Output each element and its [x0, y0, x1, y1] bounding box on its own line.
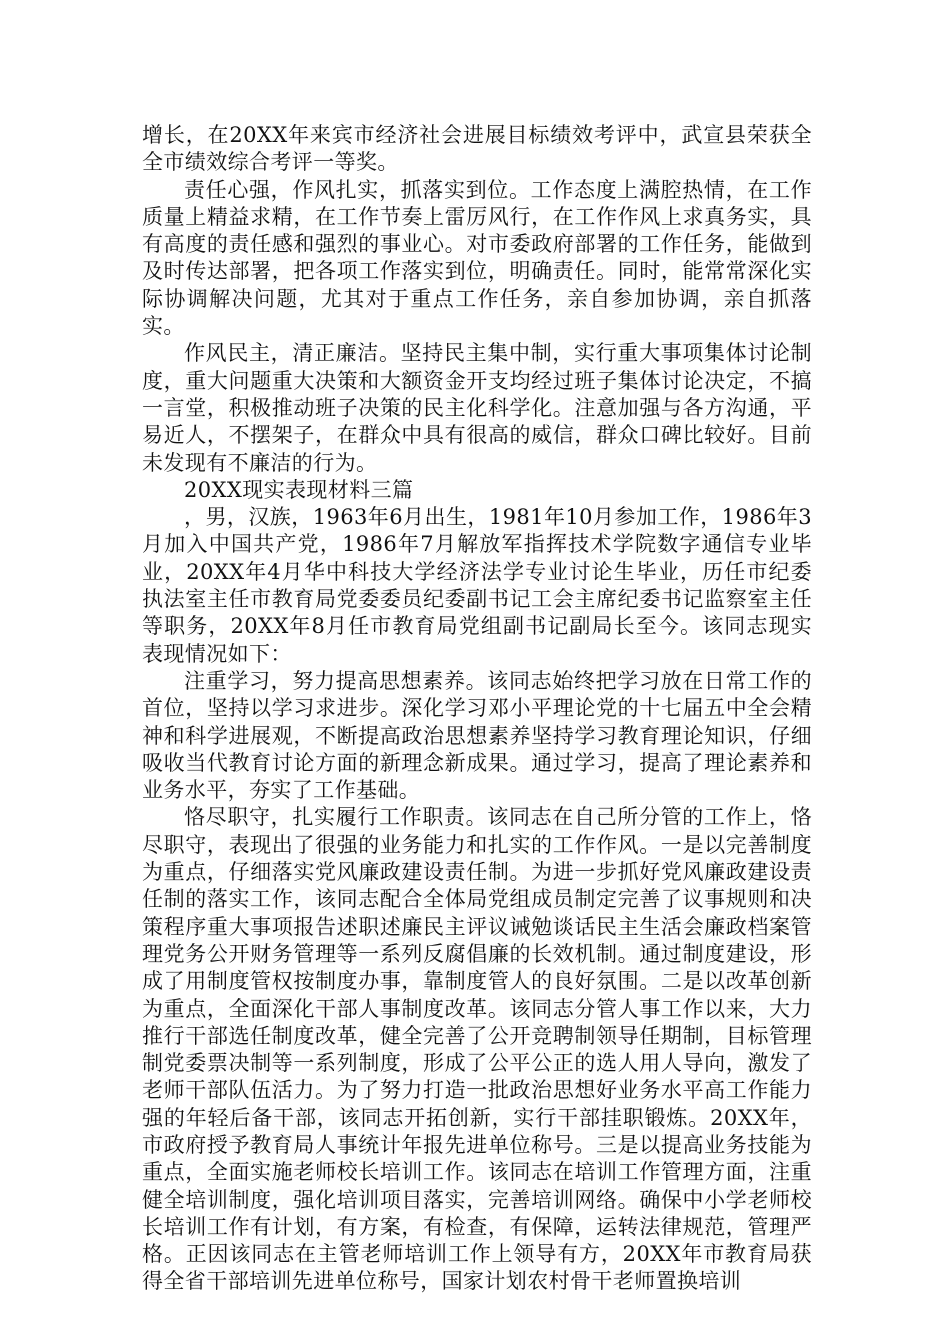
paragraph-1: 增长，在20XX年来宾市经济社会进展目标绩效考评中，武宣县荣获全全市绩效综合考评一等奖。	[142, 123, 812, 175]
paragraph-6: 恪尽职守，扎实履行工作职责。该同志在自己所分管的工作上，恪尽职守，表现出了很强的业务能力和扎实的工作作风。一是以完善制度为重点，仔细落实党风廉政建设责任制。为进一步抓好党风廉政建设责任制的落实工作，该同志配合全体局党组成员制定完善了议事规则和决策程序重大事项报告述职述廉民主评议诫勉谈话民主生活会廉政档案管理党务公开财务管理等一系列反腐倡廉的长效机制。通过制度建设，形成了用制度管权按制度办事，靠制度管人的良好氛围。二是以改革创新为重点，全面深化干部人事制度改革。该同志分管人事工作以来，大力推行干部选任制度改革，健全完善了公开竞聘制领导任期制，目标管理制党委票决制等一系列制度，形成了公平公正的选人用人导向，激发了老师干部队伍活力。为了努力打造一批政治思想好业务水平高工作能力强的年轻后备干部，该同志开拓创新，实行干部挂职锻炼。20XX年，市政府授予教育局人事统计年报先进单位称号。三是以提高业务技能为重点，全面实施老师校长培训工作。该同志在培训工作管理方面，注重健全培训制度，强化培训项目落实，完善培训网络。确保中小学老师校长培训工作有计划，有方案，有检查，有保障，运转法律规范，管理严格。正因该同志在主管老师培训工作上领导有方，20XX年市教育局获得全省干部培训先进单位称号，国家计划农村骨干老师置换培训	[142, 805, 812, 1294]
document-page	[142, 122, 812, 1296]
paragraph-2: 责任心强，作风扎实，抓落实到位。工作态度上满腔热情，在工作质量上精益求精，在工作节奏上雷厉风行，在工作作风上求真务实，具有高度的责任感和强烈的事业心。对市委政府部署的工作任务，能做到及时传达部署，把各项工作落实到位，明确责任。同时，能常常深化实际协调解决问题，尤其对于重点工作任务，亲自参加协调，亲自抓落实。	[142, 177, 812, 339]
paragraph-3: 作风民主，清正廉洁。坚持民主集中制，实行重大事项集体讨论制度，重大问题重大决策和大额资金开支均经过班子集体讨论决定，不搞一言堂，积极推动班子决策的民主化科学化。注意加强与各方沟通，平易近人，不摆架子，在群众中具有很高的威信，群众口碑比较好。目前未发现有不廉洁的行为。	[142, 341, 812, 475]
paragraph-5: 注重学习，努力提高思想素养。该同志始终把学习放在日常工作的首位，坚持以学习求进步。深化学习邓小平理论党的十七届五中全会精神和科学进展观，不断提高政治思想素养坚持学习教育理论知识，仔细吸收当代教育讨论方面的新理念新成果。通过学习，提高了理论素养和业务水平，夯实了工作基础。	[142, 668, 812, 803]
section-heading: 20XX现实表现材料三篇	[184, 477, 414, 502]
paragraph-4: ，男，汉族，1963年6月出生，1981年10月参加工作，1986年3月加入中国共产党，1986年7月解放军指挥技术学院数字通信专业毕业，20XX年4月华中科技大学经济法学专业讨论生毕业，历任市纪委执法室主任市教育局党委委员纪委副书记工会主席纪委书记监察室主任等职务，20XX年8月任市教育局党组副书记副局长至今。该同志现实表现情况如下：	[142, 505, 812, 666]
